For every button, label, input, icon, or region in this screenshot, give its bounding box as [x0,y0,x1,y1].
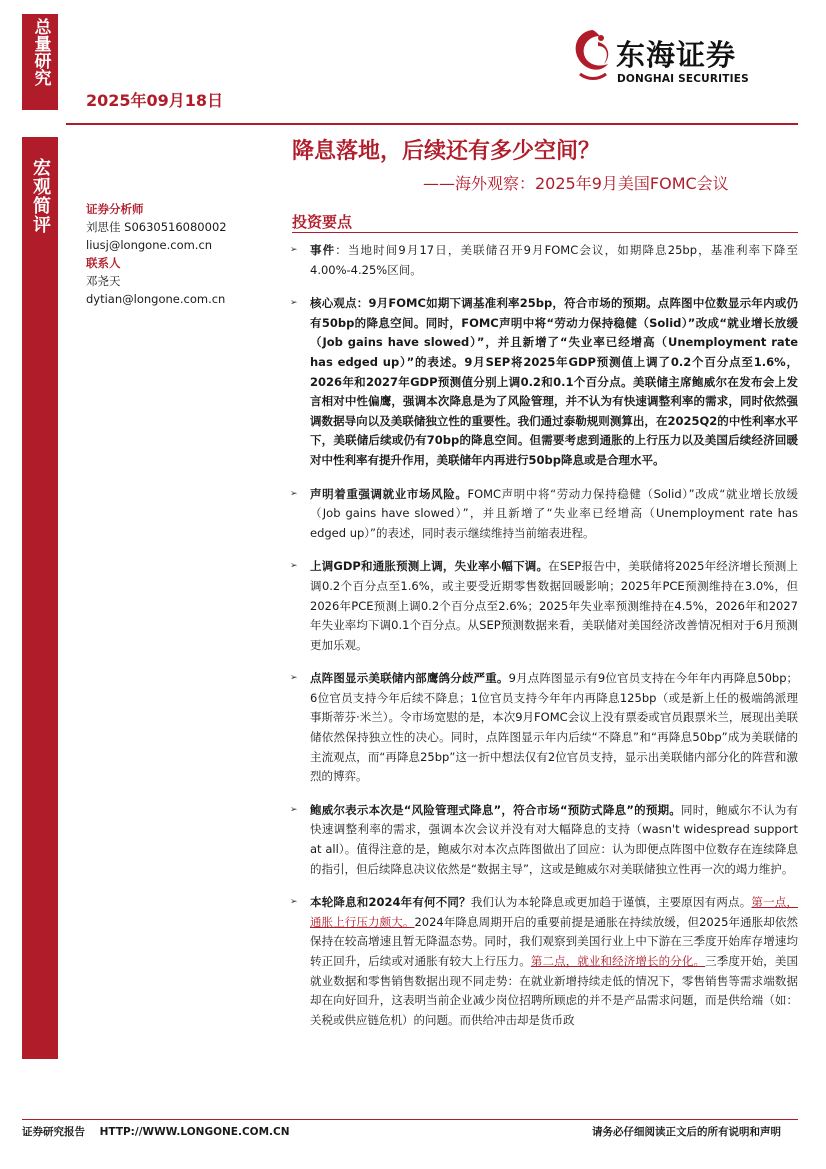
logo-en: DONGHAI SECURITIES [617,73,749,85]
list-item: ➢ 声明着重强调就业市场风险。FOMC声明中将“劳动力保持稳健（Solid）”改成“就业增长放缓（Job gains have slowed）”，并且新增了“失业率已经增高（Unemployment rate has edged up）”的表述，同时表示继续维持当前缩表进程。 [290,486,799,540]
list-item: ➢ 本轮降息和2024年有何不同？我们认为本轮降息或更加趋于谨慎，主要原因有两点。第一点，通胀上行压力颇大。2024年降息周期开启的重要前提是通胀在持续放缓，但2025年通胀却依然保持在较高增速且暂无降温态势。同时，我们观察到美国行业上中下游在三季度开始库存增速均转正回升，后续或对通胀有较大上行压力。第二点，就业和经济增长的分化。三季度开始，美国就业数据和零售销售数据出现不同走势：在就业新增持续走低的情况下，零售销售等需求端数据却在向好回升，这表明当前企业减少岗位招聘所顾虑的并不是产品需求问题，而是供给端（如：关税或供应链危机）的问题。而供给冲击却是货币政 [290,895,799,1027]
report-title: 降息落地，后续还有多少空间？ [292,139,601,164]
section-heading: 投资要点 [292,213,353,231]
donghai-logo-icon [568,24,616,84]
section-divider [292,232,798,233]
analyst-name-id: 刘思佳 S0630516080002 [86,220,227,234]
analyst-label: 证券分析师 [86,202,144,216]
key-points-list [288,241,798,1044]
analyst-block [86,200,227,308]
report-date: 2025年09月18日 [86,91,224,110]
list-item: ➢ 事件：当地时间9月17日，美联储召开9月FOMC会议，如期降息25bp，基准利率下降至4.00%-4.25%区间。 [290,243,798,277]
category-label: 总量研究 [30,18,51,86]
arrow-bullet-icon: ➢ [290,897,298,908]
logo-cn: 东海证券 [616,38,737,72]
section-label: 宏观简评 [30,158,51,234]
contact-name: 邓尧天 [86,274,121,288]
analyst-email[interactable]: liusj@longone.com.cn [86,238,213,252]
arrow-bullet-icon: ➢ [290,488,298,499]
footer-left[interactable]: 证券研究报告 HTTP://WWW.LONGONE.COM.CN [22,1126,290,1138]
list-item: ➢ 鲍威尔表示本次是“风险管理式降息”，符合市场“预防式降息”的预期。同时，鲍威尔不认为有快速调整利率的需求，强调本次会议并没有对大幅降息的支持（wasn't widespread support at all）。值得注意的是，鲍威尔对本次点阵图做出了回应：认为即便点阵图中位数存在连续降息的指引，但后续降息决议依然是“数据主导”，这或是鲍威尔对美联储独立性再一次的竭力维护。 [290,802,799,876]
contact-email[interactable]: dytian@longone.com.cn [86,292,226,306]
arrow-bullet-icon: ➢ [290,804,298,815]
list-item: ➢ 上调GDP和通胀预测上调，失业率小幅下调。在SEP报告中，美联储将2025年经济增长预测上调0.2个百分点至1.6%，或主要受近期零售数据回暖影响；2025年PCE预测维持在3.0%，但2026年PCE预测上调0.2个百分点至2.6%；2025年失业率预测维持在4.5%，2026年和2027年失业率均下调0.1个百分点。从SEP预测数据来看，美联储对美国经济改善情况相对于6月预测更加乐观。 [290,559,798,652]
category-banner [22,14,58,110]
footer-divider [22,1119,798,1120]
header-divider [66,123,798,125]
arrow-bullet-icon: ➢ [290,298,298,309]
footer-disclaimer: 请务必仔细阅读正文后的所有说明和声明 [592,1126,781,1138]
section-banner [22,137,58,1059]
list-item: ➢ 点阵图显示美联储内部鹰鸽分歧严重。9月点阵图显示有9位官员支持在今年年内再降息50bp；6位官员支持今年后续不降息；1位官员支持今年年内再降息125bp（或是新上任的极端鸽派理事斯蒂芬·米兰）。令市场宽慰的是，本次9月FOMC会议上没有票委或官员跟票米兰，展现出美联储依然保持独立性的决心。同时，点阵图显示年内后续“不降息”和“再降息50bp”成为美联储的主流观点，而“再降息25bp”这一折中想法仅有2位官员支持，显示出美联储内部分化的阵营和激烈的博弈。 [290,671,798,784]
list-item: ➢ 核心观点：9月FOMC如期下调基准利率25bp，符合市场的预期。点阵图中位数显示年内或仍有50bp的降息空间。同时，FOMC声明中将“劳动力保持稳健（Solid）”改成“就业增长放缓（Job gains have slowed）”，并且新增了“失业率已经增高（Unemployment rate has edged up）”的表述。9月SEP将2025年GDP预测值上调了0.2个百分点至1.6%，2026年和2027年GDP预测值分别上调0.2和0.1个百分点。美联储主席鲍威尔在发布会上发言相对中性偏鹰，强调本次降息是为了风险管理，并不认为有快速调整利率的需求，同时依然强调数据导向以及美联储独立性的重要性。我们通过泰勒规则测算出，在2025Q2的中性利率水平下，美联储后续或仍有70bp的降息空间。但需要考虑到通胀的上行压力以及美国后续经济回暖对中性利率有提升作用，美联储年内再进行50bp降息或是合理水平。 [290,296,798,467]
arrow-bullet-icon: ➢ [290,561,298,572]
contact-label: 联系人 [86,256,121,270]
arrow-bullet-icon: ➢ [290,673,298,684]
arrow-bullet-icon: ➢ [290,245,298,255]
report-subtitle: ——海外观察：2025年9月美国FOMC会议 [423,174,729,193]
